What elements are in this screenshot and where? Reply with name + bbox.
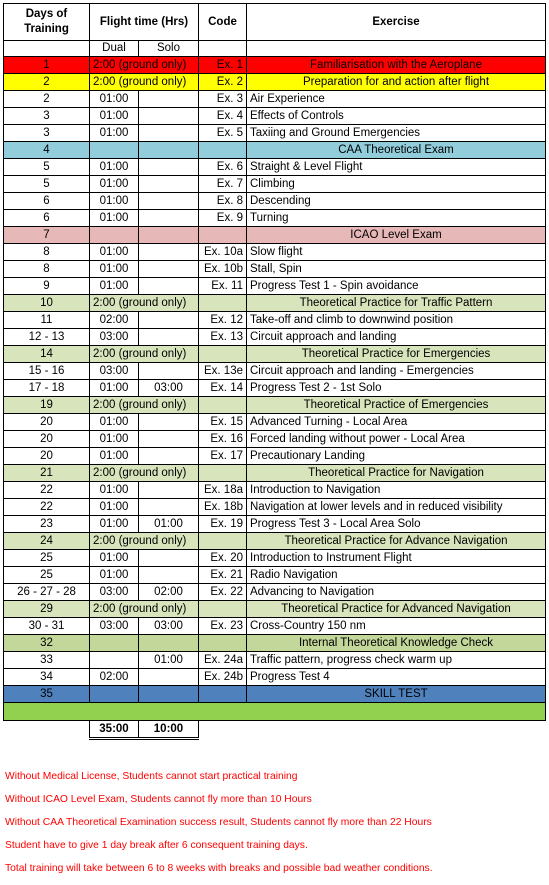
exercise-cell: Introduction to Instrument Flight bbox=[247, 550, 546, 567]
ground-time-cell: 2:00 (ground only) bbox=[90, 533, 199, 550]
exercise-cell: Turning bbox=[247, 210, 546, 227]
day-cell: 9 bbox=[4, 278, 90, 295]
code-cell: Ex. 9 bbox=[199, 210, 247, 227]
schedule-row bbox=[4, 686, 546, 703]
day-cell: 6 bbox=[4, 193, 90, 210]
day-cell: 17 - 18 bbox=[4, 380, 90, 397]
solo-cell bbox=[139, 125, 199, 142]
code-cell: Ex. 11 bbox=[199, 278, 247, 295]
dual-cell: 02:00 bbox=[90, 669, 139, 686]
dual-cell bbox=[90, 227, 139, 244]
dual-cell: 01:00 bbox=[90, 414, 139, 431]
solo-cell: 03:00 bbox=[139, 618, 199, 635]
day-cell: 19 bbox=[4, 397, 90, 414]
schedule-row bbox=[4, 74, 546, 91]
exercise-cell: Descending bbox=[247, 193, 546, 210]
code-cell: Ex. 23 bbox=[199, 618, 247, 635]
spacer-row bbox=[4, 703, 546, 721]
schedule-row bbox=[4, 584, 546, 601]
exercise-cell: Progress Test 4 bbox=[247, 669, 546, 686]
day-cell: 20 bbox=[4, 448, 90, 465]
code-cell: Ex. 18b bbox=[199, 499, 247, 516]
solo-cell bbox=[139, 278, 199, 295]
dual-header: Dual bbox=[90, 41, 139, 57]
code-header: Code bbox=[199, 4, 247, 41]
dual-cell: 01:00 bbox=[90, 261, 139, 278]
ground-time-cell: 2:00 (ground only) bbox=[90, 346, 199, 363]
day-cell: 1 bbox=[4, 57, 90, 74]
exercise-cell: CAA Theoretical Exam bbox=[247, 142, 546, 159]
dual-cell: 01:00 bbox=[90, 91, 139, 108]
solo-cell bbox=[139, 329, 199, 346]
schedule-row bbox=[4, 295, 546, 312]
schedule-row bbox=[4, 329, 546, 346]
dual-cell: 01:00 bbox=[90, 193, 139, 210]
schedule-row bbox=[4, 652, 546, 669]
solo-cell bbox=[139, 499, 199, 516]
day-cell: 21 bbox=[4, 465, 90, 482]
solo-cell bbox=[139, 261, 199, 278]
total-dual: 35:00 bbox=[90, 721, 139, 739]
code-cell: Ex. 13 bbox=[199, 329, 247, 346]
day-cell: 20 bbox=[4, 414, 90, 431]
exercise-cell: Progress Test 1 - Spin avoidance bbox=[247, 278, 546, 295]
schedule-row bbox=[4, 567, 546, 584]
exercise-cell: Forced landing without power - Local Area bbox=[247, 431, 546, 448]
solo-header: Solo bbox=[139, 41, 199, 57]
solo-cell bbox=[139, 91, 199, 108]
solo-cell bbox=[139, 193, 199, 210]
solo-cell: 01:00 bbox=[139, 516, 199, 533]
exercise-cell: Circuit approach and landing bbox=[247, 329, 546, 346]
code-cell: Ex. 6 bbox=[199, 159, 247, 176]
note-item: Without Medical License, Students cannot start practical training bbox=[5, 771, 298, 782]
note-item: Without ICAO Level Exam, Students cannot fly more than 10 Hours bbox=[5, 794, 312, 805]
exercise-cell: Taxiing and Ground Emergencies bbox=[247, 125, 546, 142]
code-cell: Ex. 15 bbox=[199, 414, 247, 431]
schedule-row bbox=[4, 550, 546, 567]
exercise-cell: Circuit approach and landing - Emergencies bbox=[247, 363, 546, 380]
code-cell: Ex. 22 bbox=[199, 584, 247, 601]
exercise-cell: Slow flight bbox=[247, 244, 546, 261]
exercise-cell: Theoretical Practice for Advance Navigation bbox=[247, 533, 546, 550]
day-cell: 26 - 27 - 28 bbox=[4, 584, 90, 601]
subheader-row bbox=[4, 41, 546, 57]
solo-cell bbox=[139, 550, 199, 567]
code-cell: Ex. 13e bbox=[199, 363, 247, 380]
ground-time-cell: 2:00 (ground only) bbox=[90, 295, 199, 312]
day-cell: 24 bbox=[4, 533, 90, 550]
schedule-row bbox=[4, 669, 546, 686]
dual-cell: 03:00 bbox=[90, 363, 139, 380]
code-cell: Ex. 2 bbox=[199, 74, 247, 91]
day-cell: 14 bbox=[4, 346, 90, 363]
code-cell: Ex. 4 bbox=[199, 108, 247, 125]
dual-cell bbox=[90, 142, 139, 159]
code-cell: Ex. 24b bbox=[199, 669, 247, 686]
schedule-row bbox=[4, 159, 546, 176]
day-cell: 6 bbox=[4, 210, 90, 227]
solo-cell bbox=[139, 142, 199, 159]
schedule-row bbox=[4, 601, 546, 618]
exercise-cell: Precautionary Landing bbox=[247, 448, 546, 465]
dual-cell: 01:00 bbox=[90, 550, 139, 567]
spacer-cell bbox=[4, 703, 546, 721]
solo-cell bbox=[139, 210, 199, 227]
dual-cell: 01:00 bbox=[90, 108, 139, 125]
dual-cell: 01:00 bbox=[90, 380, 139, 397]
schedule-row bbox=[4, 448, 546, 465]
schedule-row bbox=[4, 431, 546, 448]
solo-cell bbox=[139, 108, 199, 125]
exercise-header: Exercise bbox=[247, 4, 546, 41]
dual-cell bbox=[90, 635, 139, 652]
solo-cell bbox=[139, 482, 199, 499]
dual-cell bbox=[90, 652, 139, 669]
solo-cell: 01:00 bbox=[139, 652, 199, 669]
code-cell: Ex. 1 bbox=[199, 57, 247, 74]
subheader-blank bbox=[247, 41, 546, 57]
dual-cell: 01:00 bbox=[90, 278, 139, 295]
schedule-row bbox=[4, 227, 546, 244]
header-row bbox=[4, 4, 546, 41]
ground-time-cell: 2:00 (ground only) bbox=[90, 57, 199, 74]
exercise-cell: Air Experience bbox=[247, 91, 546, 108]
schedule-row bbox=[4, 142, 546, 159]
exercise-cell: Familiarisation with the Aeroplane bbox=[247, 57, 546, 74]
exercise-cell: Theoretical Practice for Emergencies bbox=[247, 346, 546, 363]
code-cell: Ex. 16 bbox=[199, 431, 247, 448]
subheader-blank bbox=[4, 41, 90, 57]
day-cell: 5 bbox=[4, 159, 90, 176]
code-cell bbox=[199, 295, 247, 312]
day-cell: 2 bbox=[4, 74, 90, 91]
exercise-cell: Progress Test 3 - Local Area Solo bbox=[247, 516, 546, 533]
dual-cell: 01:00 bbox=[90, 516, 139, 533]
code-cell: Ex. 19 bbox=[199, 516, 247, 533]
solo-cell bbox=[139, 363, 199, 380]
exercise-cell: Preparation for and action after flight bbox=[247, 74, 546, 91]
schedule-row bbox=[4, 176, 546, 193]
day-cell: 12 - 13 bbox=[4, 329, 90, 346]
code-cell: Ex. 18a bbox=[199, 482, 247, 499]
schedule-row bbox=[4, 618, 546, 635]
code-cell: Ex. 8 bbox=[199, 193, 247, 210]
day-cell: 23 bbox=[4, 516, 90, 533]
dual-cell: 01:00 bbox=[90, 210, 139, 227]
ground-time-cell: 2:00 (ground only) bbox=[90, 601, 199, 618]
days-header: Days of Training bbox=[4, 4, 90, 41]
dual-cell: 01:00 bbox=[90, 176, 139, 193]
solo-cell bbox=[139, 312, 199, 329]
exercise-cell: Straight & Level Flight bbox=[247, 159, 546, 176]
code-cell: Ex. 24a bbox=[199, 652, 247, 669]
day-cell: 3 bbox=[4, 125, 90, 142]
code-cell: Ex. 5 bbox=[199, 125, 247, 142]
day-cell: 25 bbox=[4, 567, 90, 584]
note-item: Without CAA Theoretical Examination success result, Students cannot fly more than 22 Hours bbox=[5, 817, 432, 828]
solo-cell bbox=[139, 567, 199, 584]
subheader-blank bbox=[199, 41, 247, 57]
totals-blank bbox=[247, 721, 546, 739]
exercise-cell: Theoretical Practice for Traffic Pattern bbox=[247, 295, 546, 312]
solo-cell bbox=[139, 227, 199, 244]
schedule-row bbox=[4, 125, 546, 142]
exercise-cell: ICAO Level Exam bbox=[247, 227, 546, 244]
day-cell: 11 bbox=[4, 312, 90, 329]
dual-cell: 01:00 bbox=[90, 482, 139, 499]
code-cell bbox=[199, 601, 247, 618]
schedule-row bbox=[4, 108, 546, 125]
exercise-cell: Progress Test 2 - 1st Solo bbox=[247, 380, 546, 397]
schedule-body bbox=[4, 4, 546, 739]
dual-cell: 01:00 bbox=[90, 244, 139, 261]
schedule-row bbox=[4, 465, 546, 482]
ground-time-cell: 2:00 (ground only) bbox=[90, 397, 199, 414]
note-item: Student have to give 1 day break after 6 consequent training days. bbox=[5, 840, 308, 851]
code-cell: Ex. 21 bbox=[199, 567, 247, 584]
code-cell: Ex. 3 bbox=[199, 91, 247, 108]
schedule-row bbox=[4, 278, 546, 295]
exercise-cell: Theoretical Practice for Navigation bbox=[247, 465, 546, 482]
day-cell: 3 bbox=[4, 108, 90, 125]
solo-cell bbox=[139, 448, 199, 465]
note-item: Total training will take between 6 to 8 weeks with breaks and possible bad weather conditions. bbox=[5, 863, 433, 874]
totals-row bbox=[4, 721, 546, 739]
day-cell: 22 bbox=[4, 482, 90, 499]
code-cell bbox=[199, 465, 247, 482]
solo-cell bbox=[139, 686, 199, 703]
solo-cell bbox=[139, 176, 199, 193]
exercise-cell: Cross-Country 150 nm bbox=[247, 618, 546, 635]
code-cell: Ex. 7 bbox=[199, 176, 247, 193]
code-cell: Ex. 14 bbox=[199, 380, 247, 397]
exercise-cell: Navigation at lower levels and in reduced visibility bbox=[247, 499, 546, 516]
solo-cell bbox=[139, 669, 199, 686]
dual-cell: 01:00 bbox=[90, 431, 139, 448]
code-cell: Ex. 10a bbox=[199, 244, 247, 261]
dual-cell: 03:00 bbox=[90, 584, 139, 601]
training-schedule-table bbox=[3, 3, 546, 740]
day-cell: 29 bbox=[4, 601, 90, 618]
code-cell bbox=[199, 635, 247, 652]
day-cell: 5 bbox=[4, 176, 90, 193]
ground-time-cell: 2:00 (ground only) bbox=[90, 74, 199, 91]
day-cell: 7 bbox=[4, 227, 90, 244]
schedule-row bbox=[4, 363, 546, 380]
solo-cell: 03:00 bbox=[139, 380, 199, 397]
schedule-row bbox=[4, 482, 546, 499]
code-cell bbox=[199, 686, 247, 703]
code-cell bbox=[199, 397, 247, 414]
day-cell: 33 bbox=[4, 652, 90, 669]
solo-cell bbox=[139, 159, 199, 176]
day-cell: 25 bbox=[4, 550, 90, 567]
dual-cell: 01:00 bbox=[90, 159, 139, 176]
dual-cell: 01:00 bbox=[90, 125, 139, 142]
day-cell: 15 - 16 bbox=[4, 363, 90, 380]
schedule-row bbox=[4, 533, 546, 550]
schedule-row bbox=[4, 210, 546, 227]
solo-cell bbox=[139, 431, 199, 448]
exercise-cell: Theoretical Practice of Emergencies bbox=[247, 397, 546, 414]
schedule-row bbox=[4, 193, 546, 210]
schedule-row bbox=[4, 516, 546, 533]
exercise-cell: Introduction to Navigation bbox=[247, 482, 546, 499]
dual-cell: 03:00 bbox=[90, 618, 139, 635]
code-cell: Ex. 17 bbox=[199, 448, 247, 465]
code-cell: Ex. 10b bbox=[199, 261, 247, 278]
exercise-cell: Advanced Turning - Local Area bbox=[247, 414, 546, 431]
exercise-cell: SKILL TEST bbox=[247, 686, 546, 703]
schedule-row bbox=[4, 346, 546, 363]
exercise-cell: Traffic pattern, progress check warm up bbox=[247, 652, 546, 669]
schedule-row bbox=[4, 499, 546, 516]
solo-cell bbox=[139, 244, 199, 261]
exercise-cell: Internal Theoretical Knowledge Check bbox=[247, 635, 546, 652]
schedule-row bbox=[4, 380, 546, 397]
solo-cell bbox=[139, 414, 199, 431]
day-cell: 8 bbox=[4, 244, 90, 261]
schedule-row bbox=[4, 244, 546, 261]
exercise-cell: Climbing bbox=[247, 176, 546, 193]
code-cell bbox=[199, 346, 247, 363]
dual-cell: 01:00 bbox=[90, 567, 139, 584]
flight-time-header: Flight time (Hrs) bbox=[90, 4, 199, 41]
day-cell: 10 bbox=[4, 295, 90, 312]
notes-list bbox=[5, 770, 545, 885]
totals-blank bbox=[199, 721, 247, 739]
exercise-cell: Effects of Controls bbox=[247, 108, 546, 125]
day-cell: 35 bbox=[4, 686, 90, 703]
totals-blank bbox=[4, 721, 90, 739]
schedule-row bbox=[4, 414, 546, 431]
dual-cell: 03:00 bbox=[90, 329, 139, 346]
exercise-cell: Advancing to Navigation bbox=[247, 584, 546, 601]
exercise-cell: Stall, Spin bbox=[247, 261, 546, 278]
day-cell: 4 bbox=[4, 142, 90, 159]
schedule-row bbox=[4, 312, 546, 329]
day-cell: 20 bbox=[4, 431, 90, 448]
schedule-row bbox=[4, 261, 546, 278]
day-cell: 32 bbox=[4, 635, 90, 652]
ground-time-cell: 2:00 (ground only) bbox=[90, 465, 199, 482]
schedule-row bbox=[4, 635, 546, 652]
code-cell: Ex. 20 bbox=[199, 550, 247, 567]
code-cell bbox=[199, 533, 247, 550]
solo-cell: 02:00 bbox=[139, 584, 199, 601]
day-cell: 34 bbox=[4, 669, 90, 686]
schedule-row bbox=[4, 397, 546, 414]
day-cell: 2 bbox=[4, 91, 90, 108]
schedule-row bbox=[4, 91, 546, 108]
dual-cell: 01:00 bbox=[90, 448, 139, 465]
exercise-cell: Take-off and climb to downwind position bbox=[247, 312, 546, 329]
dual-cell: 02:00 bbox=[90, 312, 139, 329]
exercise-cell: Theoretical Practice for Advanced Navigation bbox=[247, 601, 546, 618]
total-solo: 10:00 bbox=[139, 721, 199, 739]
code-cell: Ex. 12 bbox=[199, 312, 247, 329]
solo-cell bbox=[139, 635, 199, 652]
exercise-cell: Radio Navigation bbox=[247, 567, 546, 584]
day-cell: 22 bbox=[4, 499, 90, 516]
schedule-row bbox=[4, 57, 546, 74]
day-cell: 8 bbox=[4, 261, 90, 278]
code-cell bbox=[199, 227, 247, 244]
code-cell bbox=[199, 142, 247, 159]
dual-cell bbox=[90, 686, 139, 703]
dual-cell: 01:00 bbox=[90, 499, 139, 516]
day-cell: 30 - 31 bbox=[4, 618, 90, 635]
